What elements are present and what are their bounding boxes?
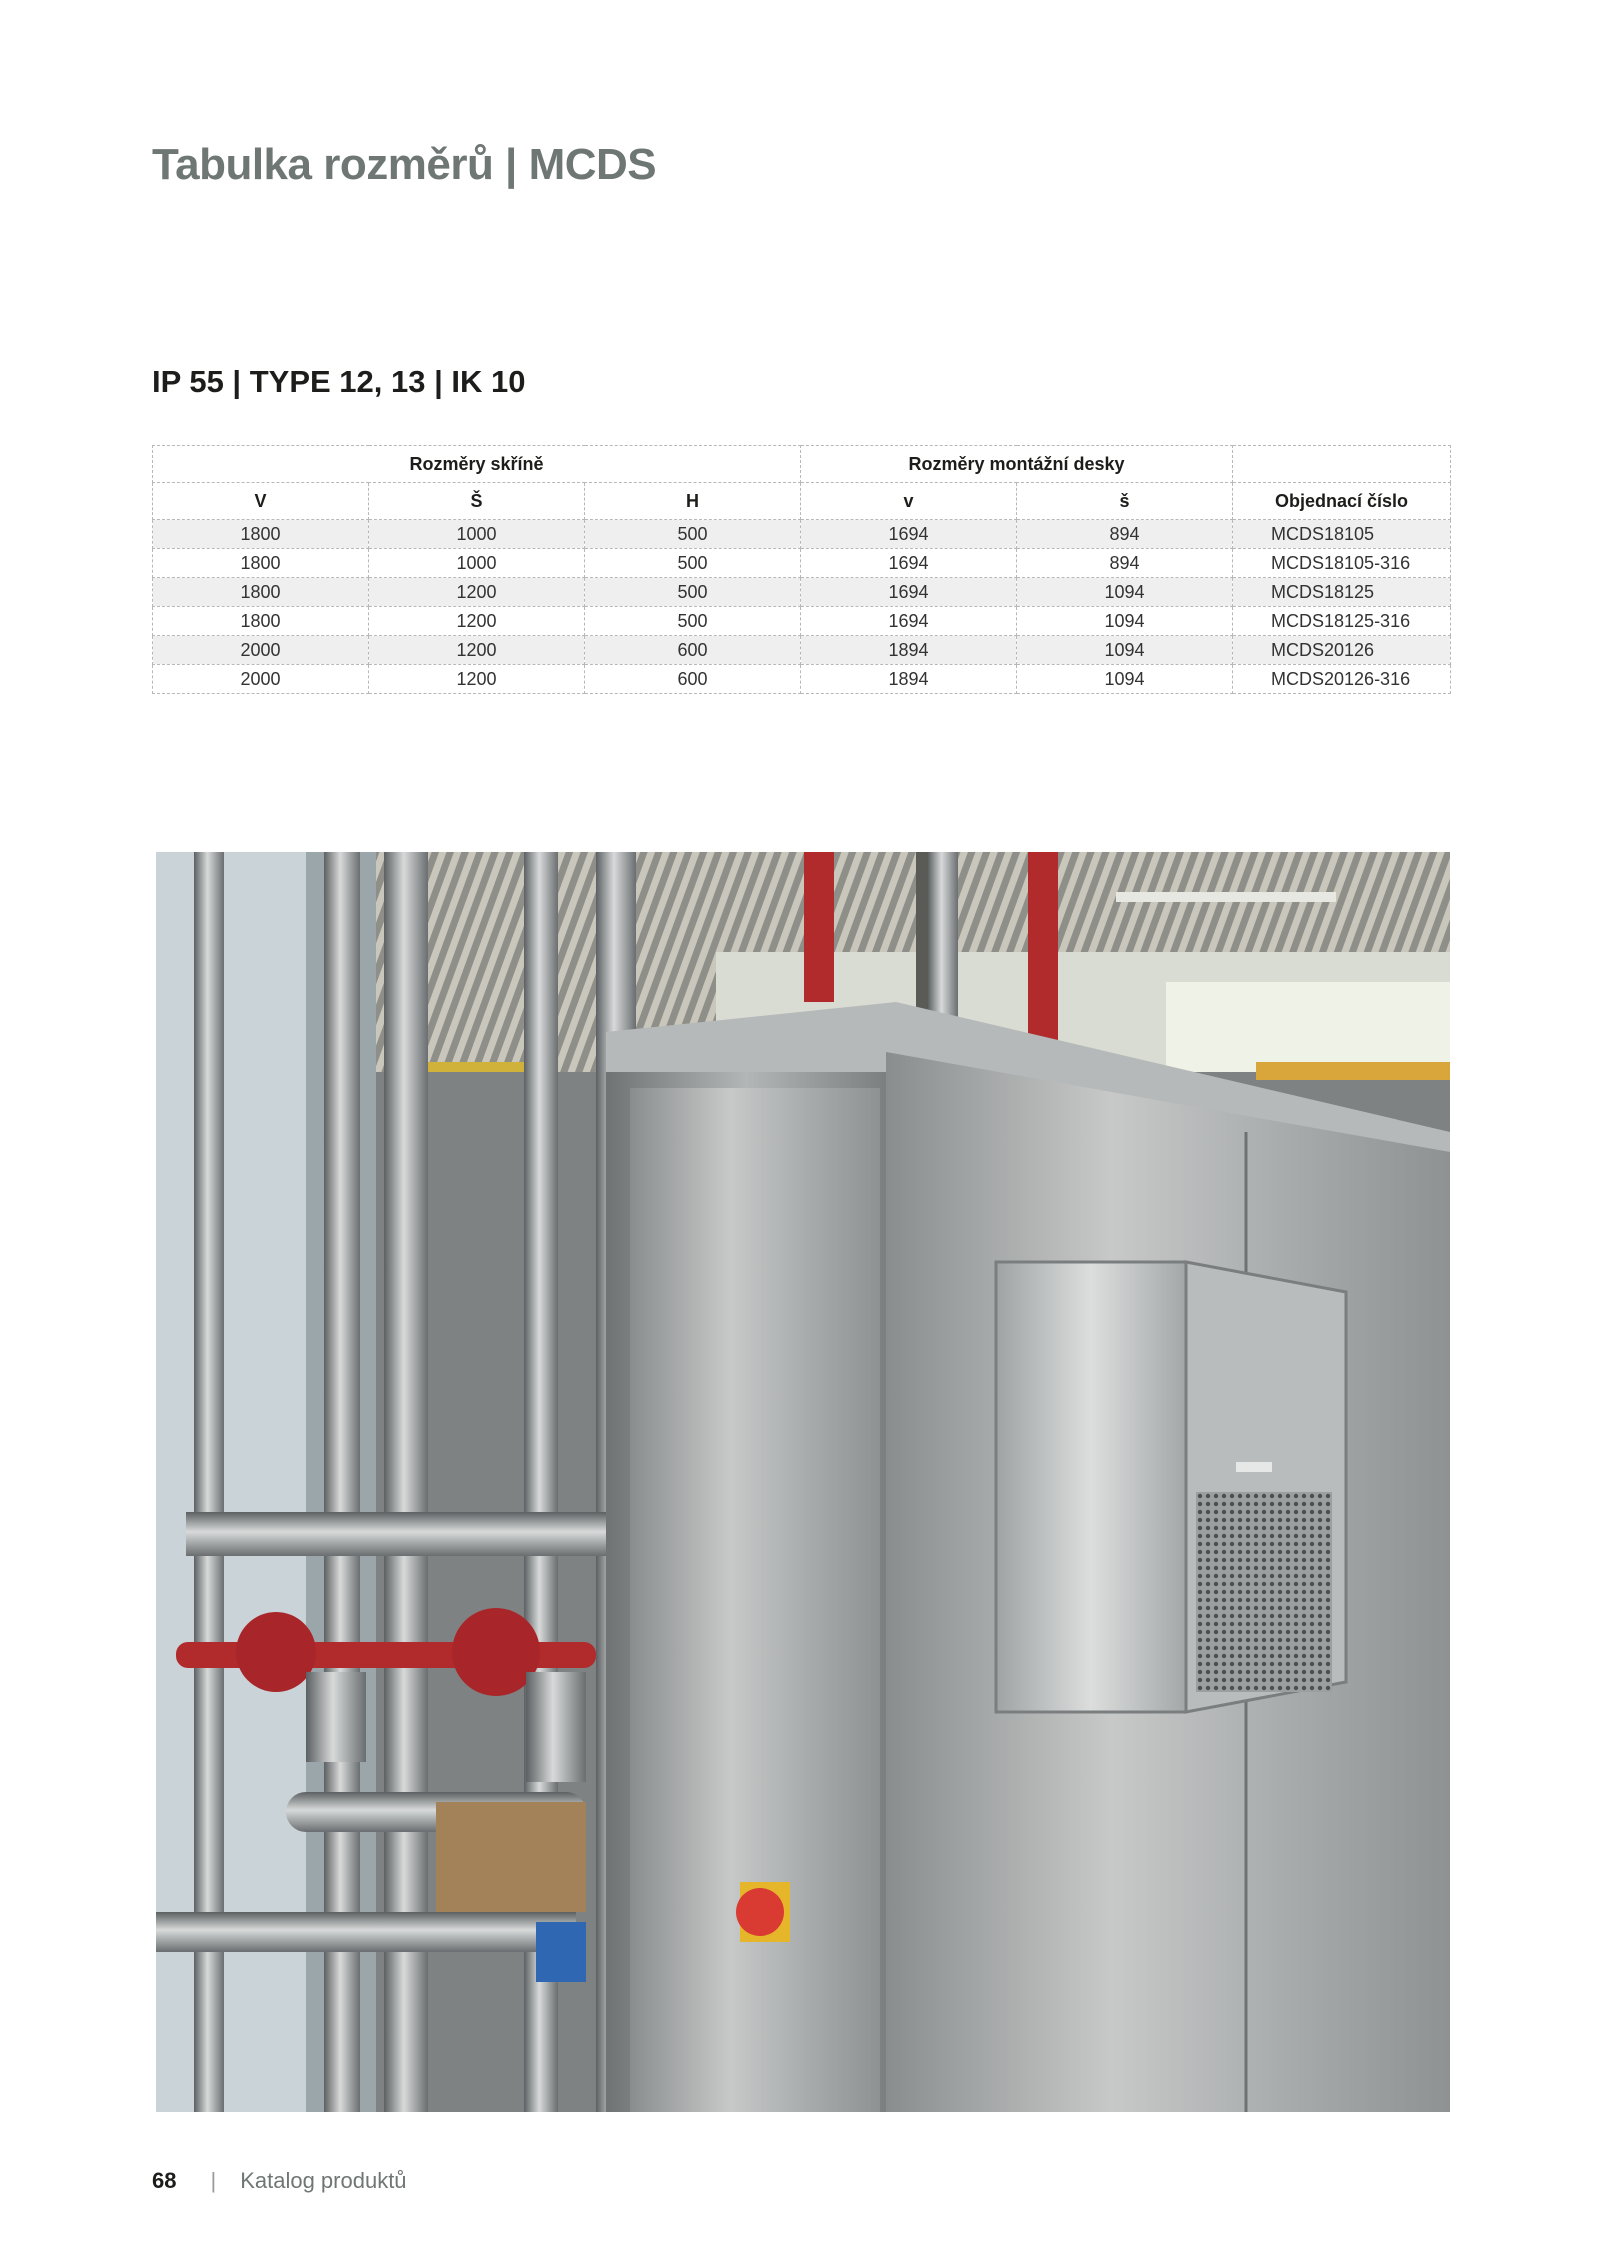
column-header: Š [369, 483, 585, 520]
page-footer [152, 2168, 407, 2194]
column-header: v [801, 483, 1017, 520]
table-cell: 1694 [801, 549, 1017, 578]
table-cell: 1094 [1017, 607, 1233, 636]
table-cell: 1694 [801, 578, 1017, 607]
group-header-mounting-plate: Rozměry montážní desky [801, 446, 1233, 483]
order-number-cell: MCDS20126-316 [1233, 665, 1451, 694]
table-group-header-row [153, 446, 1451, 483]
product-photo [156, 852, 1450, 2112]
table-column-header-row [153, 483, 1451, 520]
column-header: V [153, 483, 369, 520]
table-cell: 894 [1017, 549, 1233, 578]
table-cell: 600 [585, 636, 801, 665]
page-title: Tabulka rozměrů | MCDS [152, 140, 657, 189]
order-number-cell: MCDS18125-316 [1233, 607, 1451, 636]
table-cell: 500 [585, 549, 801, 578]
table-cell: 1800 [153, 549, 369, 578]
dimensions-table [152, 445, 1451, 694]
table-cell: 1094 [1017, 636, 1233, 665]
table-cell: 1200 [369, 665, 585, 694]
order-number-cell: MCDS20126 [1233, 636, 1451, 665]
table-cell: 500 [585, 607, 801, 636]
table-cell: 500 [585, 578, 801, 607]
table-row [153, 520, 1451, 549]
table-row [153, 607, 1451, 636]
table-row [153, 636, 1451, 665]
table-cell: 1800 [153, 607, 369, 636]
table-cell: 1000 [369, 549, 585, 578]
table-cell: 1694 [801, 520, 1017, 549]
table-cell: 1800 [153, 520, 369, 549]
table-cell: 1694 [801, 607, 1017, 636]
table-cell: 1094 [1017, 578, 1233, 607]
order-number-cell: MCDS18105-316 [1233, 549, 1451, 578]
table-cell: 2000 [153, 636, 369, 665]
section-title: IP 55 | TYPE 12, 13 | IK 10 [152, 364, 526, 399]
column-header: H [585, 483, 801, 520]
table-row [153, 578, 1451, 607]
group-header-empty [1233, 446, 1451, 483]
table-cell: 1200 [369, 607, 585, 636]
catalog-label: Katalog produktů [240, 2168, 407, 2193]
table-cell: 1000 [369, 520, 585, 549]
group-header-cabinet: Rozměry skříně [153, 446, 801, 483]
table-cell: 1200 [369, 578, 585, 607]
table-row [153, 665, 1451, 694]
page-number: 68 [152, 2168, 177, 2193]
footer-separator: | [210, 2168, 217, 2193]
table-cell: 1894 [801, 636, 1017, 665]
table-cell: 500 [585, 520, 801, 549]
order-number-cell: MCDS18125 [1233, 578, 1451, 607]
table-cell: 1894 [801, 665, 1017, 694]
table-cell: 2000 [153, 665, 369, 694]
table-cell: 1800 [153, 578, 369, 607]
order-number-cell: MCDS18105 [1233, 520, 1451, 549]
column-header-order-number: Objednací číslo [1233, 483, 1451, 520]
table-cell: 600 [585, 665, 801, 694]
table-cell: 894 [1017, 520, 1233, 549]
table-cell: 1094 [1017, 665, 1233, 694]
column-header: š [1017, 483, 1233, 520]
table-row [153, 549, 1451, 578]
table-cell: 1200 [369, 636, 585, 665]
